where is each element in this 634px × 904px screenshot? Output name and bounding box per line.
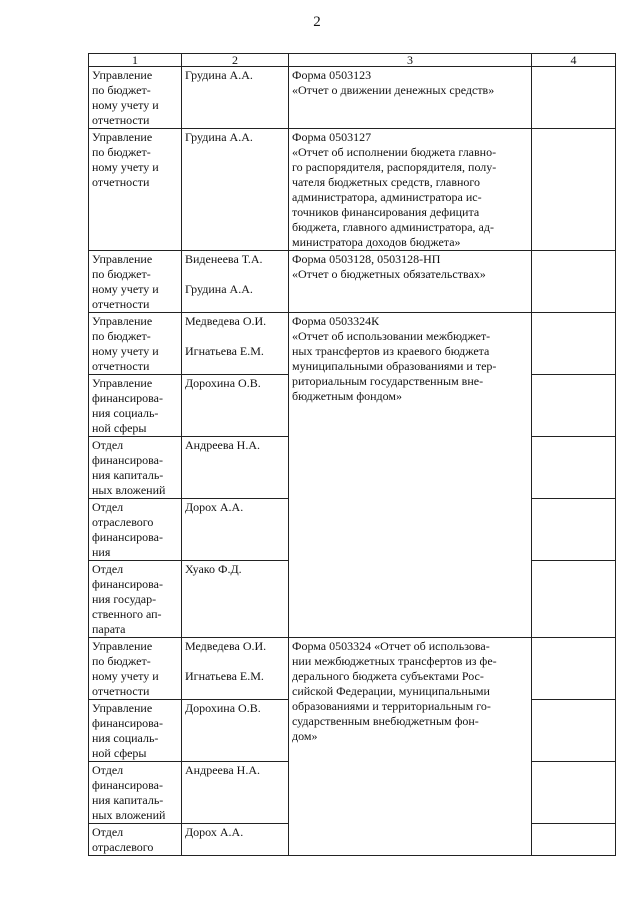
form-cell-line: чателя бюджетных средств, главного: [292, 175, 481, 189]
department-cell-line: Отдел: [92, 763, 124, 777]
responsible-cell-line: [185, 329, 285, 344]
department-cell-line: Управление: [92, 252, 153, 266]
department-cell-line: Отдел: [92, 500, 124, 514]
note-cell: [532, 375, 616, 437]
department-cell-line: ному учету и: [92, 282, 159, 296]
department-cell: [89, 375, 182, 437]
form-cell: [289, 638, 532, 856]
department-cell-line: отраслевого: [92, 840, 154, 854]
department-cell-line: парата: [92, 622, 126, 636]
note-cell: [532, 499, 616, 561]
department-cell-line: отраслевого: [92, 515, 154, 529]
responsible-cell: [182, 638, 289, 700]
department-cell-line: Управление: [92, 314, 153, 328]
form-cell-line: образованиями и территориальным го-: [292, 699, 491, 713]
department-cell-line: ному учету и: [92, 98, 159, 112]
department-cell-line: финансирова-: [92, 453, 163, 467]
responsible-cell-line: Грудина А.А.: [185, 130, 253, 144]
note-cell: [532, 824, 616, 856]
responsible-cell: [182, 824, 289, 856]
responsible-cell-line: Дорох А.А.: [185, 500, 244, 514]
responsible-cell-line: Хуако Ф.Д.: [185, 562, 242, 576]
department-cell-line: ния капиталь-: [92, 793, 164, 807]
department-cell: [89, 824, 182, 856]
form-cell-line: Форма 0503127: [292, 130, 372, 144]
responsible-cell-line: Андреева Н.А.: [185, 438, 261, 452]
department-cell-line: ния социаль-: [92, 731, 159, 745]
department-cell-line: по бюджет-: [92, 267, 151, 281]
responsible-cell-line: Грудина А.А.: [185, 282, 253, 296]
department-cell-line: Управление: [92, 376, 153, 390]
form-cell: [289, 313, 532, 638]
note-cell: [532, 67, 616, 129]
form-cell-line: министратора доходов бюджета»: [292, 235, 461, 249]
department-cell-line: Отдел: [92, 562, 124, 576]
department-cell-line: финансирова-: [92, 778, 163, 792]
responsible-cell: [182, 700, 289, 762]
responsible-cell: [182, 762, 289, 824]
department-cell: [89, 437, 182, 499]
department-cell: [89, 313, 182, 375]
responsible-cell: [182, 375, 289, 437]
form-cell-line: Форма 0503128, 0503128-НП: [292, 252, 441, 266]
department-cell-line: по бюджет-: [92, 654, 151, 668]
form-cell: [289, 67, 532, 129]
department-cell-line: ных вложений: [92, 808, 166, 822]
department-cell-line: финансирова-: [92, 530, 163, 544]
form-cell-line: сийской Федерации, муниципальными: [292, 684, 490, 698]
form-cell-line: Форма 0503324 «Отчет об использова-: [292, 639, 490, 653]
department-cell-line: отчетности: [92, 113, 150, 127]
department-cell: [89, 561, 182, 638]
column-header: 2: [182, 54, 289, 67]
responsible-cell: [182, 561, 289, 638]
form-cell-line: «Отчет об исполнении бюджета главно-: [292, 145, 497, 159]
responsible-cell-line: Дорох А.А.: [185, 825, 244, 839]
responsible-cell-line: Игнатьева Е.М.: [185, 669, 264, 683]
form-cell-line: нии межбюджетных трансфертов из фе-: [292, 654, 497, 668]
column-header: 3: [289, 54, 532, 67]
department-cell-line: отчетности: [92, 175, 150, 189]
department-cell-line: финансирова-: [92, 577, 163, 591]
note-cell: [532, 313, 616, 375]
department-cell-line: ния: [92, 545, 111, 559]
department-cell-line: Управление: [92, 639, 153, 653]
responsible-cell: [182, 251, 289, 313]
form-cell-line: го распорядителя, распорядителя, полу-: [292, 160, 497, 174]
note-cell: [532, 437, 616, 499]
form-cell-line: «Отчет о бюджетных обязательствах»: [292, 267, 486, 281]
department-cell-line: ному учету и: [92, 669, 159, 683]
report-table: [88, 53, 616, 856]
responsible-cell-line: Медведева О.И.: [185, 314, 267, 328]
department-cell-line: ной сферы: [92, 421, 147, 435]
column-header: 1: [89, 54, 182, 67]
responsible-cell: [182, 313, 289, 375]
department-cell-line: по бюджет-: [92, 329, 151, 343]
form-cell-line: риториальным государственным вне-: [292, 374, 484, 388]
form-cell-line: Форма 0503123: [292, 68, 372, 82]
responsible-cell-line: [185, 267, 285, 282]
form-cell-line: муниципальными образованиями и тер-: [292, 359, 497, 373]
department-cell-line: ной сферы: [92, 746, 147, 760]
responsible-cell: [182, 67, 289, 129]
form-cell-line: точников финансирования дефицита: [292, 205, 480, 219]
department-cell-line: ния социаль-: [92, 406, 159, 420]
department-cell-line: Управление: [92, 68, 153, 82]
department-cell-line: по бюджет-: [92, 83, 151, 97]
note-cell: [532, 700, 616, 762]
form-cell-line: бюджетным фондом»: [292, 389, 403, 403]
responsible-cell-line: Медведева О.И.: [185, 639, 267, 653]
department-cell: [89, 638, 182, 700]
responsible-cell-line: Андреева Н.А.: [185, 763, 261, 777]
note-cell: [532, 561, 616, 638]
column-header: 4: [532, 54, 616, 67]
table-row: [89, 129, 616, 251]
department-cell-line: ных вложений: [92, 483, 166, 497]
table-row: [89, 251, 616, 313]
responsible-cell-line: Дорохина О.В.: [185, 376, 261, 390]
department-cell-line: ния государ-: [92, 592, 157, 606]
responsible-cell-line: [185, 654, 285, 669]
department-cell-line: ному учету и: [92, 160, 159, 174]
form-cell-line: администратора, администратора ис-: [292, 190, 482, 204]
page-number: 2: [313, 14, 321, 30]
department-cell-line: ному учету и: [92, 344, 159, 358]
department-cell-line: Отдел: [92, 825, 124, 839]
form-cell: [289, 251, 532, 313]
responsible-cell: [182, 437, 289, 499]
department-cell: [89, 129, 182, 251]
form-cell-line: сударственным внебюджетным фон-: [292, 714, 479, 728]
department-cell-line: отчетности: [92, 359, 150, 373]
department-cell-line: по бюджет-: [92, 145, 151, 159]
form-cell-line: дерального бюджета субъектами Рос-: [292, 669, 484, 683]
table-row: [89, 67, 616, 129]
responsible-cell-line: Виденеева Т.А.: [185, 252, 263, 266]
department-cell-line: отчетности: [92, 684, 150, 698]
department-cell-line: Управление: [92, 701, 153, 715]
department-cell: [89, 67, 182, 129]
form-cell-line: «Отчет об использовании межбюджет-: [292, 329, 491, 343]
department-cell: [89, 251, 182, 313]
department-cell-line: финансирова-: [92, 716, 163, 730]
form-cell-line: Форма 0503324К: [292, 314, 380, 328]
table-row: [89, 638, 616, 700]
department-cell-line: отчетности: [92, 297, 150, 311]
form-cell-line: бюджета, главного администратора, ад-: [292, 220, 494, 234]
table-row: [89, 313, 616, 375]
department-cell-line: финансирова-: [92, 391, 163, 405]
note-cell: [532, 638, 616, 700]
note-cell: [532, 129, 616, 251]
department-cell: [89, 762, 182, 824]
form-cell-line: «Отчет о движении денежных средств»: [292, 83, 495, 97]
form-cell: [289, 129, 532, 251]
form-cell-line: ных трансфертов из краевого бюджета: [292, 344, 490, 358]
department-cell-line: ственного ап-: [92, 607, 162, 621]
form-cell-line: дом»: [292, 729, 318, 743]
department-cell: [89, 499, 182, 561]
responsible-cell: [182, 129, 289, 251]
responsible-cell: [182, 499, 289, 561]
responsible-cell-line: Грудина А.А.: [185, 68, 253, 82]
note-cell: [532, 762, 616, 824]
responsible-cell-line: Игнатьева Е.М.: [185, 344, 264, 358]
table-header-row: [89, 54, 616, 67]
responsible-cell-line: Дорохина О.В.: [185, 701, 261, 715]
department-cell: [89, 700, 182, 762]
department-cell-line: ния капиталь-: [92, 468, 164, 482]
department-cell-line: Управление: [92, 130, 153, 144]
department-cell-line: Отдел: [92, 438, 124, 452]
note-cell: [532, 251, 616, 313]
